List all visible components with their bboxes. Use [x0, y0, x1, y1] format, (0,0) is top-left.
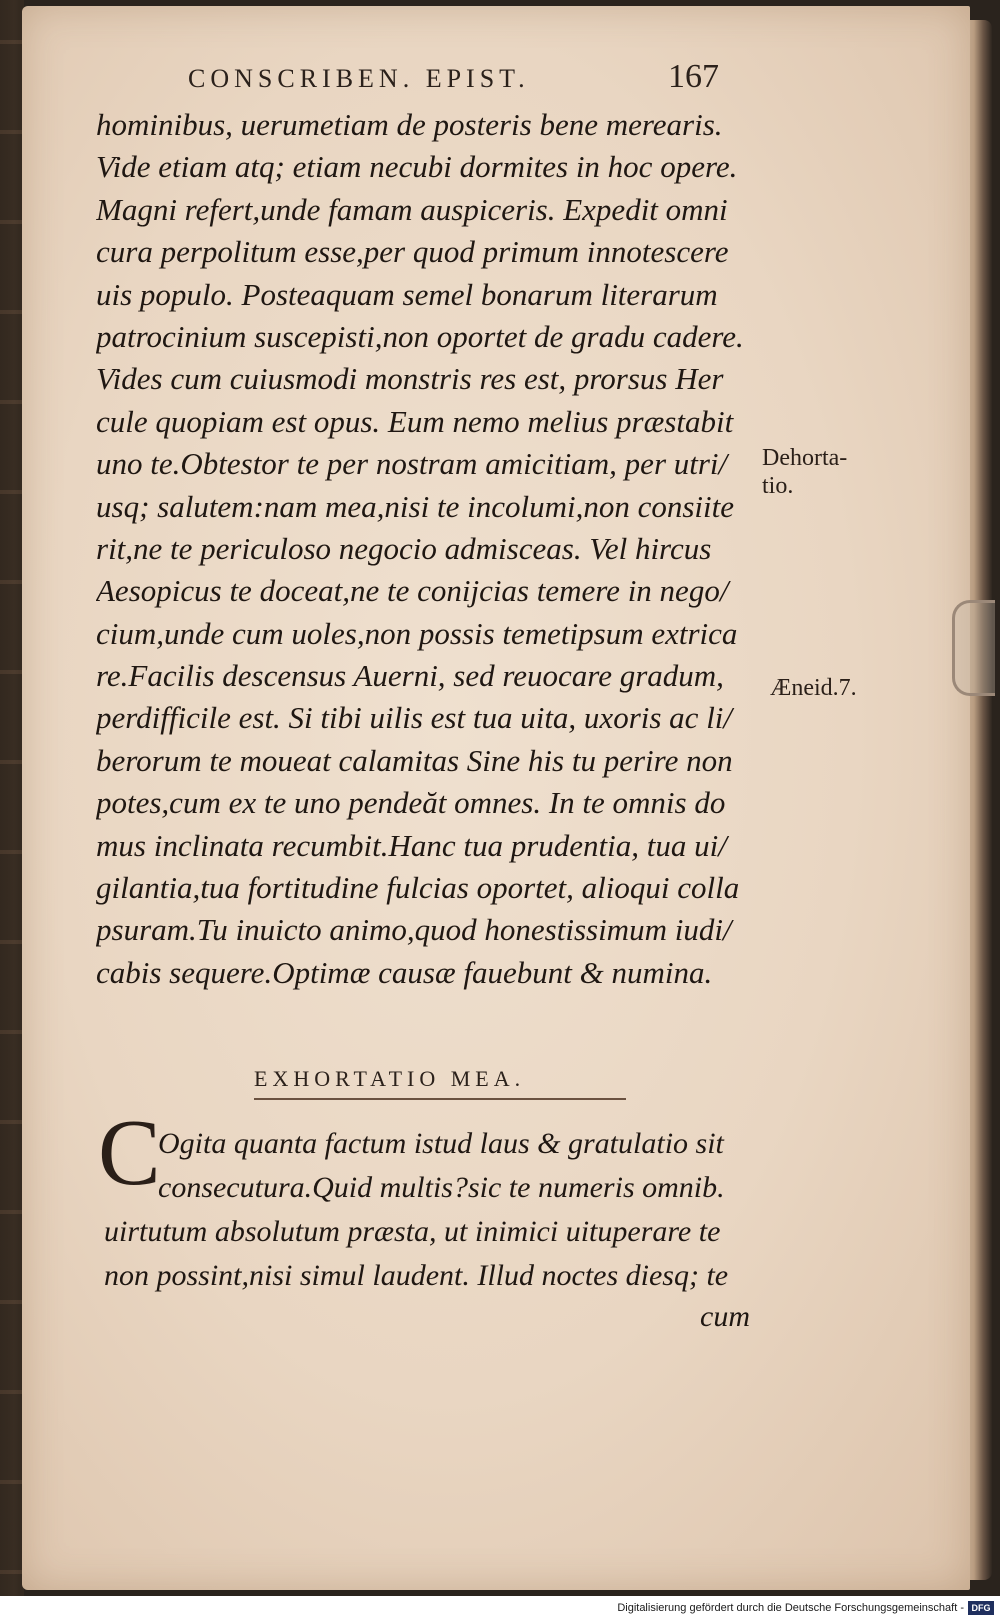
text-line: uis populo. Posteaquam semel bonarum literarum: [96, 276, 718, 312]
text-line: berorum te moueat calamitas Sine his tu perire non: [96, 742, 733, 778]
text-line: non possint,nisi simul laudent. Illud noctes diesq; te: [104, 1259, 729, 1292]
text-line: hominibus, uerumetiam de posteris bene merearis.: [96, 107, 723, 142]
running-title: CONSCRIBEN. EPIST.: [188, 64, 530, 93]
left-page-edge: [0, 0, 24, 1596]
text-line: uno te.Obtestor te per nostram amicitiam, per utri/: [96, 446, 728, 482]
main-text-block: [96, 104, 762, 994]
section-heading: EXHORTATIO MEA.: [254, 1066, 626, 1100]
drop-cap: C: [98, 1101, 161, 1205]
text-line: rit,ne te periculoso negocio admisceas. Vel hircus: [96, 530, 712, 566]
margin-note-line: tio.: [762, 473, 794, 499]
margin-note-aeneid: Æneid.7.: [770, 675, 857, 701]
text-line: Vides cum cuiusmodi monstris res est, prorsus Her: [96, 361, 724, 397]
text-line: Ogita quanta factum istud laus & gratulatio sit: [158, 1127, 724, 1160]
running-header: [188, 58, 768, 98]
text-line: gilantia,tua fortitudine fulcias oportet, alioqui colla: [96, 870, 740, 906]
catchword: cum: [700, 1300, 750, 1333]
margin-note-dehortatio: [762, 444, 847, 500]
text-line: cium,unde cum uoles,non possis temetipsum extrica: [96, 615, 738, 651]
text-line: consecutura.Quid multis?sic te numeris omnib.: [158, 1171, 725, 1204]
text-line: mus inclinata recumbit.Hanc tua prudentia, tua ui/: [96, 827, 727, 863]
text-line: re.Facilis descensus Auerni, sed reuocare gradum,: [96, 658, 724, 694]
text-line: Aesopicus te doceat,ne te conijcias temere in nego/: [96, 573, 729, 609]
text-line: psuram.Tu inuicto animo,quod honestissimum iudi/: [96, 912, 732, 948]
section-text: [104, 1210, 770, 1298]
text-line: uirtutum absolutum præsta, ut inimici uituperare te: [104, 1215, 721, 1248]
book-clasp: [952, 600, 995, 696]
text-line: cule quopiam est opus. Eum nemo melius præstabit: [96, 403, 734, 439]
footer-credit: Digitalisierung gefördert durch die Deutsche Forschungsgemeinschaft -: [617, 1602, 964, 1614]
text-line: usq; salutem:nam mea,nisi te incolumi,non consiite: [96, 488, 734, 524]
section-text-indented: [158, 1122, 768, 1210]
footer-bar: [0, 1596, 1000, 1622]
text-line: Vide etiam atq; etiam necubi dormites in hoc opere.: [96, 149, 738, 185]
margin-note-line: Dehorta-: [762, 445, 848, 471]
text-line: potes,cum ex te uno pendeăt omnes. In te omnis do: [96, 785, 726, 821]
text-line: cabis sequere.Optimæ causæ fauebunt & numina.: [96, 954, 713, 990]
text-line: patrocinium suscepisti,non oportet de gradu cadere.: [96, 318, 744, 354]
text-line: Magni refert,unde famam auspiceris. Expedit omni: [96, 191, 728, 227]
text-line: perdifficile est. Si tibi uilis est tua uita, uxoris ac li/: [96, 700, 733, 736]
dfg-logo: DFG: [968, 1601, 994, 1615]
text-line: cura perpolitum esse,per quod primum innotescere: [96, 234, 729, 270]
page-number: 167: [668, 58, 719, 95]
